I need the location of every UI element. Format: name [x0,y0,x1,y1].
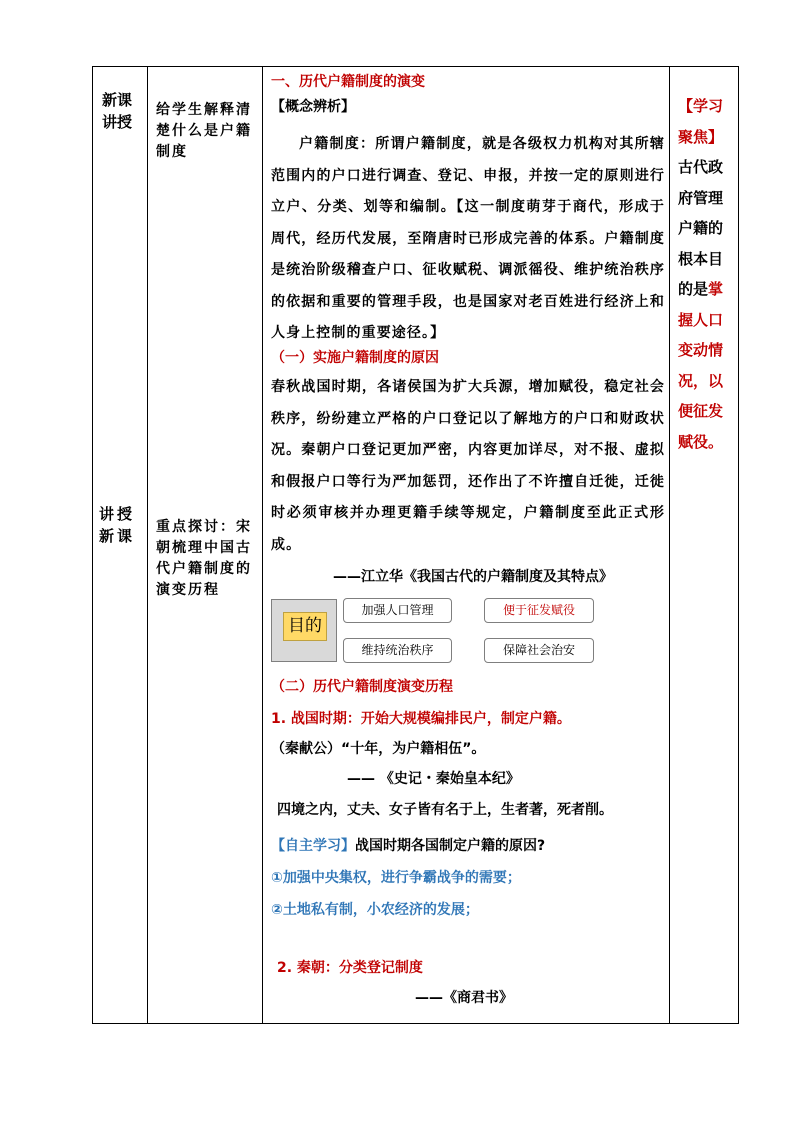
focus-emphasis: 掌握人口变动情况，以便征发赋役。 [678,280,724,451]
focus-tag: 【学习聚焦】 [678,97,724,146]
stage-label-top: 新课讲授 [102,91,133,131]
stage-label-mid: 讲授新课 [99,505,136,545]
answer-2: ②土地私有制，小农经济的发展； [271,902,479,918]
self-study-line [271,836,665,857]
citation-shiji: —— 《史记・秦始皇本纪》 [347,771,520,787]
goal-pill: 加强人口管理 [343,598,452,623]
teacher-intent-column [148,67,262,1023]
quote-qin-xian: （秦献公）“十年，为户籍相伍”。 [271,741,486,757]
focus-note [678,91,728,457]
item-qin: 2. 秦朝：分类登记制度 [277,960,423,976]
lesson-table [92,66,739,1024]
goal-pill: 维持统治秩序 [343,638,452,663]
goal-pill: 保障社会治安 [484,638,594,663]
citation-jiang: ——江立华《我国古代的户籍制度及其特点》 [333,569,613,585]
content-column [263,67,669,1023]
subheading-evolution: （二）历代户籍制度演变历程 [271,679,453,695]
item-warring-states: 1. 战国时期：开始大规模编排民户，制定户籍。 [271,711,571,727]
citation-shangjunshu: ——《商君书》 [415,990,513,1006]
goal-label: 目的 [283,612,327,641]
goal-diagram [271,599,337,662]
self-study-question: 战国时期各国制定户籍的原因? [355,838,546,854]
section-heading: 一、历代户籍制度的演变 [271,74,425,90]
self-study-tag: 【自主学习】 [271,838,355,854]
quote-shangjun: 四境之内，丈夫、女子皆有名于上，生者著，死者削。 [277,802,613,818]
focus-text: 古代政府管理户籍的根本目的是 [678,158,724,298]
goal-pill: 便于征发赋役 [484,598,594,623]
definition-paragraph: 户籍制度：所谓户籍制度，就是各级权力机构对其所辖范围内的户口进行调查、登记、申报，并按一定的原则进行立户、分类、划等和编制。【这一制度萌芽于商代，形成于周代，经历代发展，至隋唐时已形成完善的体系。户籍制度是统治阶级稽查户口、征收赋税、调派徭役、维护统治秩序的依据和重要的管理手段，也是国家对老百姓进行经济上和人身上控制的重要途径。】 [271,136,665,341]
answer-1: ①加强中央集权，进行争霸战争的需要； [271,870,521,886]
intent-text-mid: 重点探讨：宋朝梳理中国古代户籍制度的演变历程 [156,519,252,598]
concept-tag: 【概念辨析】 [271,99,355,115]
intent-text-top: 给学生解释清楚什么是户籍制度 [156,102,252,160]
reason-paragraph: 春秋战国时期，各诸侯国为扩大兵源，增加赋役，稳定社会秩序，纷纷建立严格的户口登记以了解地方的户口和财政状况。秦朝户口登记更加严密，内容更加详尽，对不报、虚拟和假报户口等行为严加惩罚，还作出了不许擅自迁徙，迁徙时必须审核并办理更籍手续等规定，户籍制度至此正式形成。 [271,379,665,553]
notes-column [670,67,738,1023]
subheading-reasons: （一）实施户籍制度的原因 [271,350,439,366]
stage-column [93,67,147,1023]
